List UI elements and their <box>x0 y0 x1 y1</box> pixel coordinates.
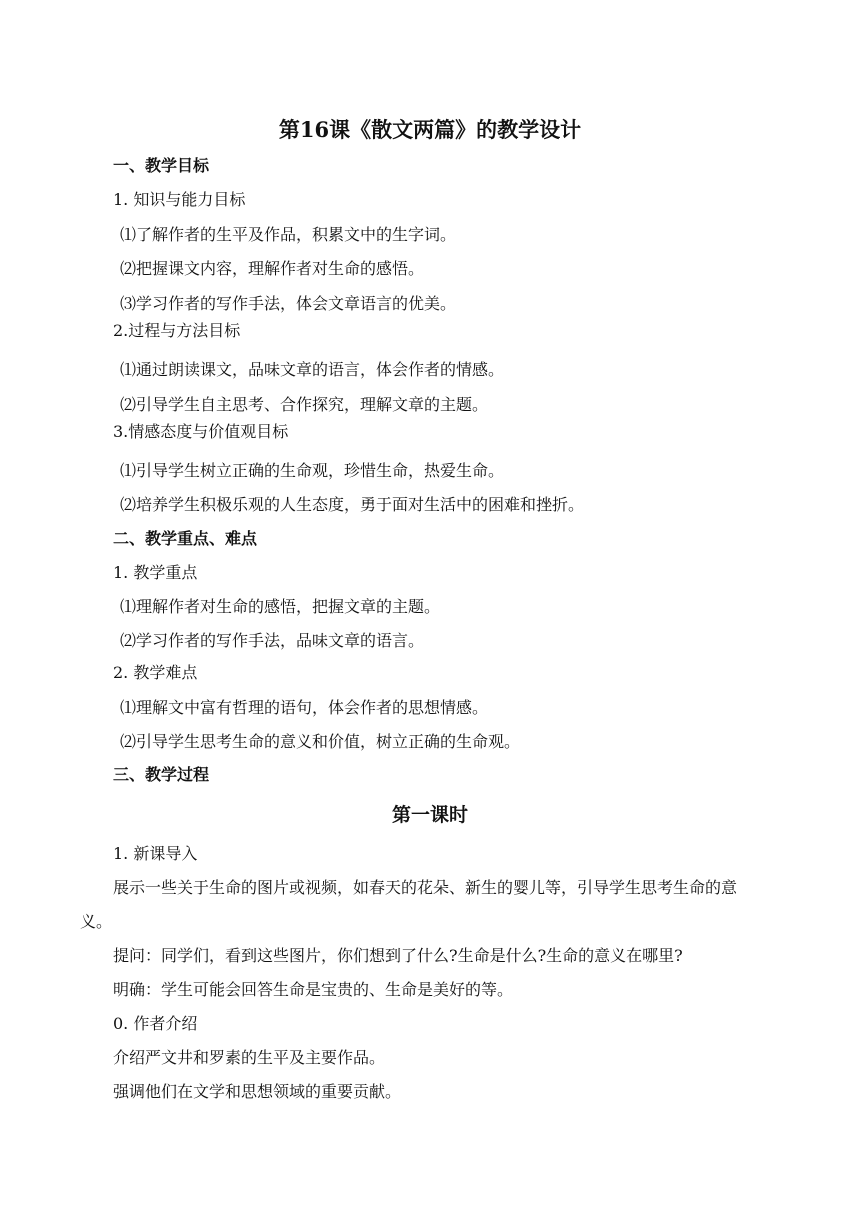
paragraph-line: 介绍严文井和罗素的生平及主要作品。 <box>113 1048 386 1067</box>
list-item: ⑵引导学生自主思考、合作探究，理解文章的主题。 <box>120 395 489 414</box>
subheading-difficulties: 2. 教学难点 <box>113 663 198 682</box>
list-item: ⑴通过朗读课文，品味文章的语言，体会作者的情感。 <box>120 360 505 379</box>
paragraph-line: 强调他们在文学和思想领域的重要贡献。 <box>113 1082 402 1101</box>
lesson-title: 第一课时 <box>391 804 468 826</box>
subheading-values: 3.情感态度与价值观目标 <box>113 422 289 441</box>
list-item: ⑴了解作者的生平及作品，积累文中的生字词。 <box>120 225 457 244</box>
list-item: ⑵引导学生思考生命的意义和价值，树立正确的生命观。 <box>120 732 521 751</box>
list-item: ⑴理解文中富有哲理的语句，体会作者的思想情感。 <box>120 698 489 717</box>
paragraph-line: 义。 <box>80 912 113 931</box>
list-item: ⑵学习作者的写作手法，品味文章的语言。 <box>120 631 425 650</box>
step-heading-intro: 1. 新课导入 <box>113 844 198 863</box>
subheading-knowledge: 1. 知识与能力目标 <box>113 190 246 209</box>
paragraph-line: 展示一些关于生命的图片或视频，如春天的花朵、新生的婴儿等，引导学生思考生命的意 <box>113 878 738 897</box>
subheading-keypoints: 1. 教学重点 <box>113 563 198 582</box>
answer-text: 明确：学生可能会回答生命是宝贵的、生命是美好的等。 <box>113 980 514 999</box>
section-heading-process: 三、教学过程 <box>113 765 210 784</box>
list-item: ⑵把握课文内容，理解作者对生命的感悟。 <box>120 259 425 278</box>
document-title: 第16课《散文两篇》的教学设计 <box>278 117 582 142</box>
question-text: 提问：同学们，看到这些图片，你们想到了什么?生命是什么?生命的意义在哪里? <box>113 946 683 965</box>
list-item: ⑴引导学生树立正确的生命观，珍惜生命，热爱生命。 <box>120 461 505 480</box>
subheading-process: 2.过程与方法目标 <box>113 321 241 340</box>
list-item: ⑶学习作者的写作手法，体会文章语言的优美。 <box>120 294 457 313</box>
section-heading-keypoints: 二、教学重点、难点 <box>113 529 258 548</box>
list-item: ⑵培养学生积极乐观的人生态度，勇于面对生活中的困难和挫折。 <box>120 495 585 514</box>
section-heading-objectives: 一、教学目标 <box>113 156 210 175</box>
step-heading-author: 0. 作者介绍 <box>113 1014 198 1033</box>
list-item: ⑴理解作者对生命的感悟，把握文章的主题。 <box>120 597 441 616</box>
